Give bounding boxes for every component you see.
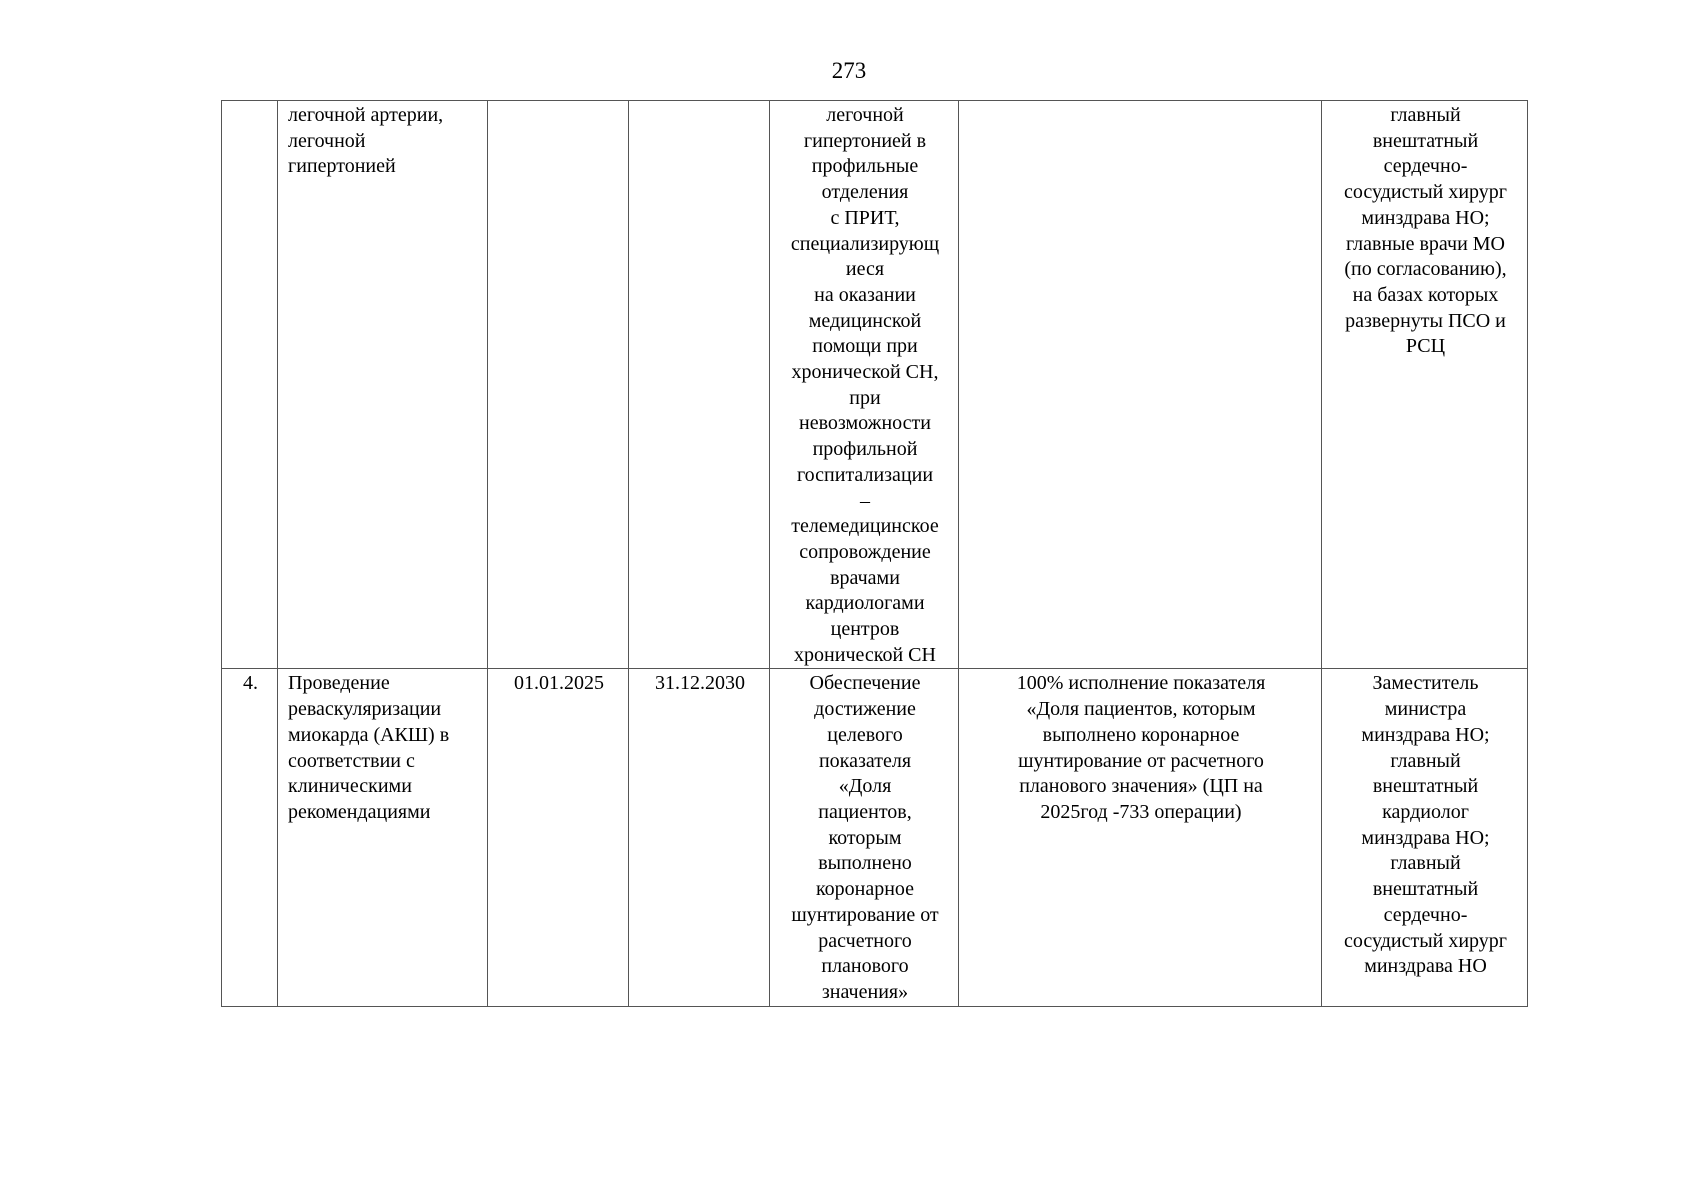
cell-text-line: главный: [1390, 749, 1461, 772]
row-number-cell: [222, 101, 278, 669]
cell-text-line: сосудистый хирург: [1343, 181, 1507, 204]
end-date-cell: 31.12.2030: [629, 669, 770, 1006]
cell-text-line: минздрава НО;: [1361, 826, 1490, 849]
cell-text-line: достижение: [814, 698, 916, 721]
cell-text-line: минздрава НО: [1364, 955, 1487, 978]
cell-text-line: минздрава НО;: [1361, 723, 1490, 746]
measures-table: [221, 100, 1528, 1007]
cell-text-line: иеся: [845, 258, 885, 281]
cell-text-line: 100% исполнение показателя: [1016, 672, 1266, 695]
cell-text-line: выполнено коронарное: [1042, 723, 1240, 746]
cell-text-line: которым: [828, 826, 902, 849]
cell-text-line: внештатный: [1372, 129, 1479, 152]
cell-text-line: невозможности: [798, 412, 931, 435]
cell-text-line: (по согласованию),: [1344, 258, 1507, 281]
cell-text-line: гипертонией в: [803, 129, 927, 152]
start-date-cell: 01.01.2025: [488, 669, 629, 1006]
measure-name-cell: [278, 669, 488, 1006]
table-row: [222, 669, 1528, 1006]
cell-text-line: 2025год -733 операции): [1040, 800, 1242, 823]
cell-text-line: профильные: [811, 155, 919, 178]
cell-text-line: специализирующ: [790, 232, 940, 255]
cell-text-line: главный: [1390, 104, 1461, 126]
measure-name-cell: [278, 101, 488, 669]
cell-text-line: –: [860, 489, 870, 512]
indicator-cell: [959, 101, 1322, 669]
table-row: [222, 101, 1528, 669]
cell-text-line: на оказании: [814, 283, 916, 306]
cell-text-line: «Доля: [838, 775, 892, 798]
cell-text-line: сосудистый хирург: [1343, 929, 1507, 952]
cell-text-line: развернуты ПСО и: [1345, 309, 1506, 332]
cell-text-line: гипертонией: [288, 155, 396, 178]
cell-text-line: миокарда (АКШ) в: [288, 723, 450, 746]
responsible-cell: [1322, 669, 1528, 1006]
cell-text-line: шунтирование от: [791, 903, 939, 926]
cell-text-line: легочной: [826, 104, 904, 126]
cell-text-line: министра: [1384, 698, 1467, 721]
cell-text-line: госпитализации: [796, 463, 934, 486]
cell-text-line: расчетного: [818, 929, 912, 952]
cell-text-line: главные врачи МО: [1345, 232, 1505, 255]
cell-text-line: «Доля пациентов, которым: [1026, 698, 1256, 721]
cell-text-line: рекомендациями: [288, 800, 431, 823]
end-date-cell: [629, 101, 770, 669]
cell-text-line: шунтирование от расчетного: [1018, 749, 1264, 772]
cell-text-line: на базах которых: [1352, 283, 1499, 306]
cell-text-line: внештатный: [1372, 775, 1479, 798]
cell-text-line: кардиолог: [1382, 800, 1469, 823]
cell-text-line: минздрава НО;: [1361, 206, 1490, 229]
cell-text-line: легочной: [288, 129, 366, 152]
cell-text-line: значения»: [821, 980, 909, 1003]
cell-text-line: пациентов,: [818, 800, 912, 823]
cell-text-line: сердечно-: [1383, 903, 1468, 926]
cell-text-line: реваскуляризации: [288, 698, 442, 721]
cell-text-line: планового значения» (ЦП на: [1019, 775, 1263, 798]
cell-text-line: при: [849, 386, 881, 409]
indicator-cell: [959, 669, 1322, 1006]
cell-text-line: коронарное: [815, 878, 915, 901]
cell-text-line: сердечно-: [1383, 155, 1468, 178]
cell-text-line: с ПРИТ,: [830, 206, 900, 229]
row-number-cell: 4.: [222, 669, 278, 1006]
cell-text-line: телемедицинское: [791, 515, 939, 538]
cell-text-line: хронической СН: [794, 643, 936, 666]
cell-text-line: отделения: [821, 181, 909, 204]
cell-text-line: кардиологами: [805, 592, 925, 615]
cell-text-line: медицинской: [808, 309, 922, 332]
cell-text-line: планового: [821, 955, 909, 978]
cell-text-line: Проведение: [288, 672, 390, 695]
cell-text-line: сопровождение: [799, 540, 931, 563]
cell-text-line: внештатный: [1372, 878, 1479, 901]
cell-text-line: легочной артерии,: [288, 104, 444, 126]
cell-text-line: РСЦ: [1405, 335, 1446, 358]
expected-result-cell: [770, 669, 959, 1006]
cell-text-line: целевого: [827, 723, 903, 746]
cell-text-line: соответствии с: [288, 749, 415, 772]
cell-text-line: хронической СН,: [791, 361, 939, 384]
cell-text-line: врачами: [830, 566, 900, 589]
start-date-cell: [488, 101, 629, 669]
cell-text-line: выполнено: [818, 852, 912, 875]
cell-text-line: центров: [830, 618, 900, 641]
responsible-cell: [1322, 101, 1528, 669]
cell-text-line: клиническими: [288, 775, 412, 798]
cell-text-line: помощи при: [812, 335, 918, 358]
expected-result-cell: [770, 101, 959, 669]
cell-text-line: показателя: [818, 749, 912, 772]
cell-text-line: профильной: [812, 438, 918, 461]
page-number: 273: [831, 58, 867, 83]
cell-text-line: главный: [1390, 852, 1461, 875]
cell-text-line: Заместитель: [1372, 672, 1479, 695]
cell-text-line: Обеспечение: [809, 672, 921, 695]
